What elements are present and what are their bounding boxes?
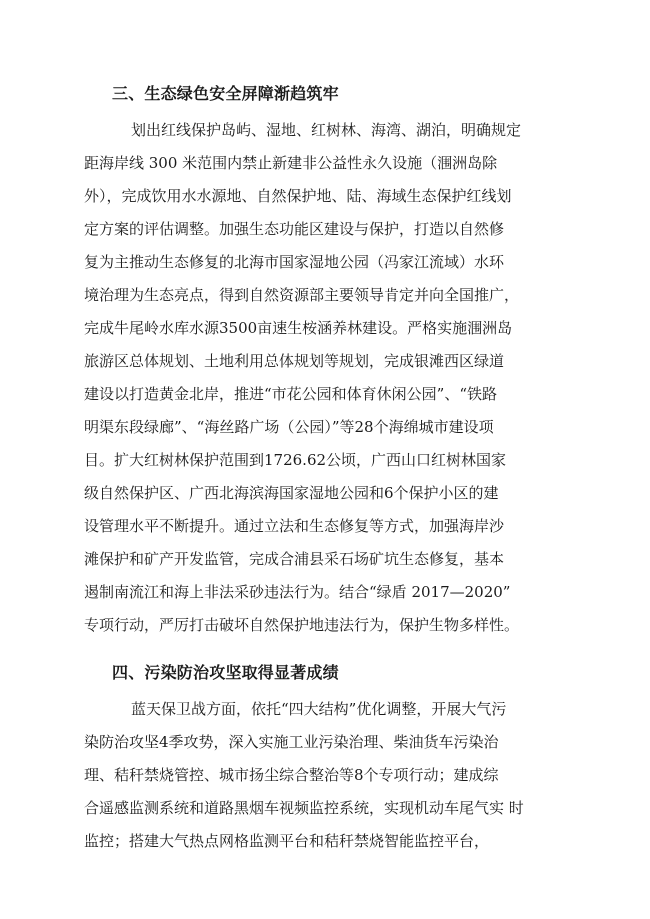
paragraph-line: 染防治攻坚4季攻势，深入实施工业污染治理、柴油货车污染治 bbox=[84, 733, 499, 751]
paragraph-line: 建设以打造黄金北岸，推进“市花公园和体育休闲公园”、“铁路 bbox=[84, 385, 498, 403]
paragraph-line: 定方案的评估调整。加强生态功能区建设与保护，打造以自然修 bbox=[84, 220, 505, 238]
paragraph-line: 距海岸线 300 米范围内禁止新建非公益性永久设施（涠洲岛除 bbox=[84, 154, 498, 172]
paragraph-line: 境治理为生态亮点，得到自然资源部主要领导肯定并向全国推广， bbox=[84, 286, 520, 304]
section-heading-pollution: 四、污染防治攻坚取得显著成绩 bbox=[112, 663, 339, 682]
paragraph-line: 目。扩大红树林保护范围到1726.62公顷，广西山口红树林国家 bbox=[84, 451, 507, 469]
paragraph-line: 划出红线保护岛屿、湿地、红树林、海湾、湖泊，明确规定 bbox=[131, 121, 522, 139]
paragraph-line: 外），完成饮用水水源地、自然保护地、陆、海域生态保护红线划 bbox=[84, 187, 512, 205]
paragraph-line: 监控；搭建大气热点网格监测平台和秸秆禁烧智能监控平台， bbox=[84, 832, 490, 850]
paragraph-line: 滩保护和矿产开发监管，完成合浦县采石场矿坑生态修复，基本 bbox=[84, 550, 505, 568]
paragraph-line: 复为主推动生态修复的北海市国家湿地公园（冯家江流域）水环 bbox=[84, 253, 505, 271]
paragraph-line: 旅游区总体规划、土地利用总体规划等规划，完成银滩西区绿道 bbox=[84, 352, 505, 370]
paragraph-line: 设管理水平不断提升。通过立法和生态修复等方式，加强海岸沙 bbox=[84, 517, 505, 535]
paragraph-line: 级自然保护区、广西北海滨海国家湿地公园和6个保护小区的建 bbox=[84, 484, 499, 502]
paragraph-line: 专项行动，严厉打击破坏自然保护地违法行为，保护生物多样性。 bbox=[84, 616, 520, 634]
paragraph-line: 完成牛尾岭水库水源3500亩速生桉涵养林建设。严格实施涠洲岛 bbox=[84, 319, 513, 337]
paragraph-line: 蓝天保卫战方面，依托“四大结构”优化调整，开展大气污 bbox=[131, 700, 507, 718]
paragraph-line: 明渠东段绿廊”、“海丝路广场（公园）”等28个海绵城市建设项 bbox=[84, 418, 494, 436]
paragraph-line: 合遥感监测系统和道路黑烟车视频监控系统，实现机动车尾气实 时 bbox=[84, 799, 524, 817]
section-heading-ecology: 三、生态绿色安全屏障渐趋筑牢 bbox=[112, 84, 339, 103]
paragraph-line: 遏制南流江和海上非法采砂违法行为。结合“绿盾 2017—2020” bbox=[84, 583, 511, 601]
paragraph-line: 理、秸秆禁烧管控、城市扬尘综合整治等8个专项行动；建成综 bbox=[84, 766, 499, 784]
